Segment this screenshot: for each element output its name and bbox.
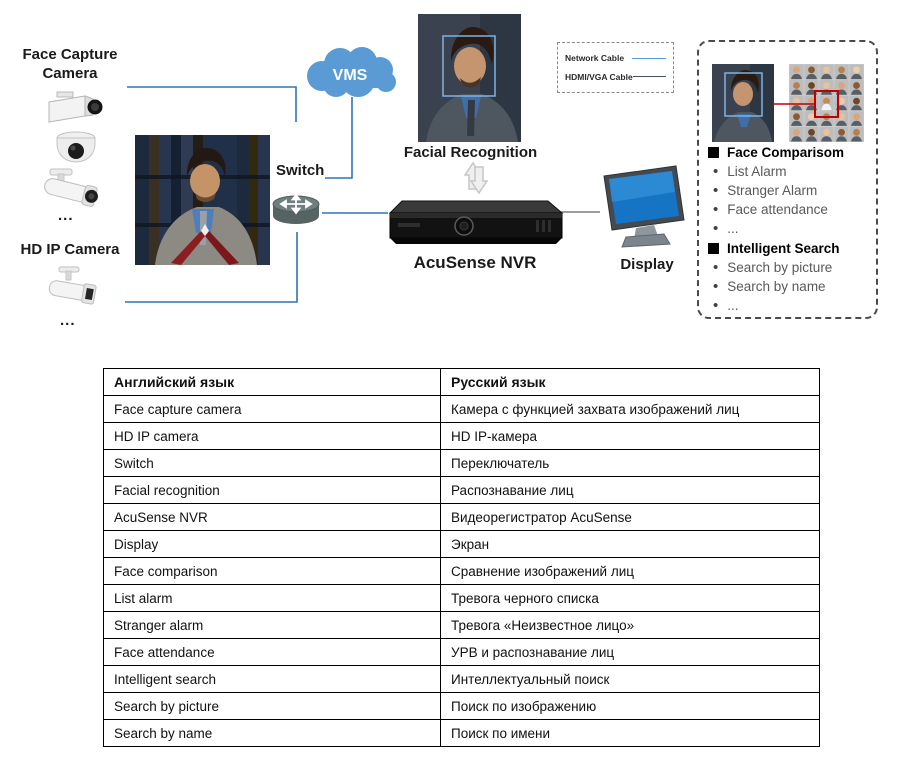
cell-russian: Экран [441,531,820,558]
section-face-comparison [708,142,876,162]
cell-russian: Тревога черного списка [441,585,820,612]
facial-recognition-photo [418,14,521,142]
cell-english: Facial recognition [104,477,441,504]
vms-cloud-icon [296,42,404,100]
network-cable-line [632,58,666,59]
table-row [104,558,820,585]
legend-network-cable [565,53,666,63]
list-item-label: Face attendance [727,202,828,217]
list-item [708,219,876,238]
nvr-label: AcuSense NVR [413,253,537,272]
hdmi-vga-cable-line [633,76,666,77]
cell-english: Display [104,531,441,558]
dot-bullet-icon: • [713,297,719,314]
cell-russian: Видеорегистратор AcuSense [441,504,820,531]
table-header-row [104,369,820,396]
face-database-grid [789,64,864,142]
section-title: Face Comparisom [727,144,845,160]
cell-english: AcuSense NVR [104,504,441,531]
feature-list [708,142,876,315]
list-item [708,277,876,296]
table-row [104,612,820,639]
table-row [104,450,820,477]
square-bullet-icon [708,147,719,158]
dot-bullet-icon: • [713,220,719,237]
cell-english: HD IP camera [104,423,441,450]
list-item [708,296,876,315]
table-row [104,639,820,666]
switch-icon [268,188,324,232]
cell-russian: Интеллектуальный поиск [441,666,820,693]
man-reading-photo [135,135,270,265]
square-bullet-icon [708,243,719,254]
cell-russian: Поиск по изображению [441,693,820,720]
cell-english: Search by name [104,720,441,747]
dot-bullet-icon: • [713,163,719,180]
box-camera-icon [45,90,105,128]
cell-english: List alarm [104,585,441,612]
list-item [708,200,876,219]
table-row [104,666,820,693]
hd-camera-ellipsis: ... [60,312,76,329]
network-cable-label: Network Cable [565,53,625,64]
hd-bullet-camera-icon [45,266,105,311]
table-row [104,531,820,558]
section-intelligent-search [708,238,876,258]
cell-russian: Камера с функцией захвата изображений лиц [441,396,820,423]
header-english: Английский язык [104,369,441,396]
legend-hdmi-cable [565,72,666,82]
cell-english: Stranger alarm [104,612,441,639]
table-row [104,585,820,612]
cell-russian: Переключатель [441,450,820,477]
cable-legend [557,42,674,93]
list-item-label: ... [727,298,739,313]
dome-camera-icon [52,130,100,166]
list-item [708,181,876,200]
cell-english: Face comparison [104,558,441,585]
cell-english: Search by picture [104,693,441,720]
hdmi-vga-cable-label: HDMI/VGA Cable [565,71,633,82]
camera-ellipsis: ... [58,207,74,224]
cell-english: Intelligent search [104,666,441,693]
display-label: Display [620,256,674,273]
cell-russian: Поиск по имени [441,720,820,747]
list-item [708,258,876,277]
cell-russian: Сравнение изображений лиц [441,558,820,585]
header-russian: Русский язык [441,369,820,396]
bullet-camera-icon [40,168,108,210]
table-row [104,720,820,747]
cell-russian: HD IP-камера [441,423,820,450]
dot-bullet-icon: • [713,182,719,199]
topology-diagram [0,0,900,350]
section-title: Intelligent Search [727,240,840,256]
switch-label: Switch [276,162,325,179]
hd-ip-camera-label: HD IP Camera [20,241,120,258]
dot-bullet-icon: • [713,259,719,276]
dot-bullet-icon: • [713,201,719,218]
table-row [104,693,820,720]
cell-english: Face capture camera [104,396,441,423]
vms-label: VMS [332,67,368,84]
table-row [104,504,820,531]
table-row [104,396,820,423]
list-item [708,162,876,181]
translation-table [103,368,820,747]
dot-bullet-icon: • [713,278,719,295]
cell-english: Switch [104,450,441,477]
facial-recognition-label: Facial Recognition [403,144,538,161]
face-capture-camera-label: Face Capture Camera [22,46,118,82]
matched-face-photo [712,64,774,142]
table-row [104,477,820,504]
list-item-label: ... [727,221,739,236]
cell-russian: Тревога «Неизвестное лицо» [441,612,820,639]
list-item-label: Search by name [727,279,826,294]
list-item-label: Stranger Alarm [727,183,818,198]
cell-english: Face attendance [104,639,441,666]
nvr-device [386,192,564,248]
cell-russian: УРВ и распознавание лиц [441,639,820,666]
feature-panel [697,40,878,319]
list-item-label: Search by picture [727,260,833,275]
list-item-label: List Alarm [727,164,787,179]
cell-russian: Распознавание лиц [441,477,820,504]
display-monitor-icon [596,164,692,250]
table-row [104,423,820,450]
